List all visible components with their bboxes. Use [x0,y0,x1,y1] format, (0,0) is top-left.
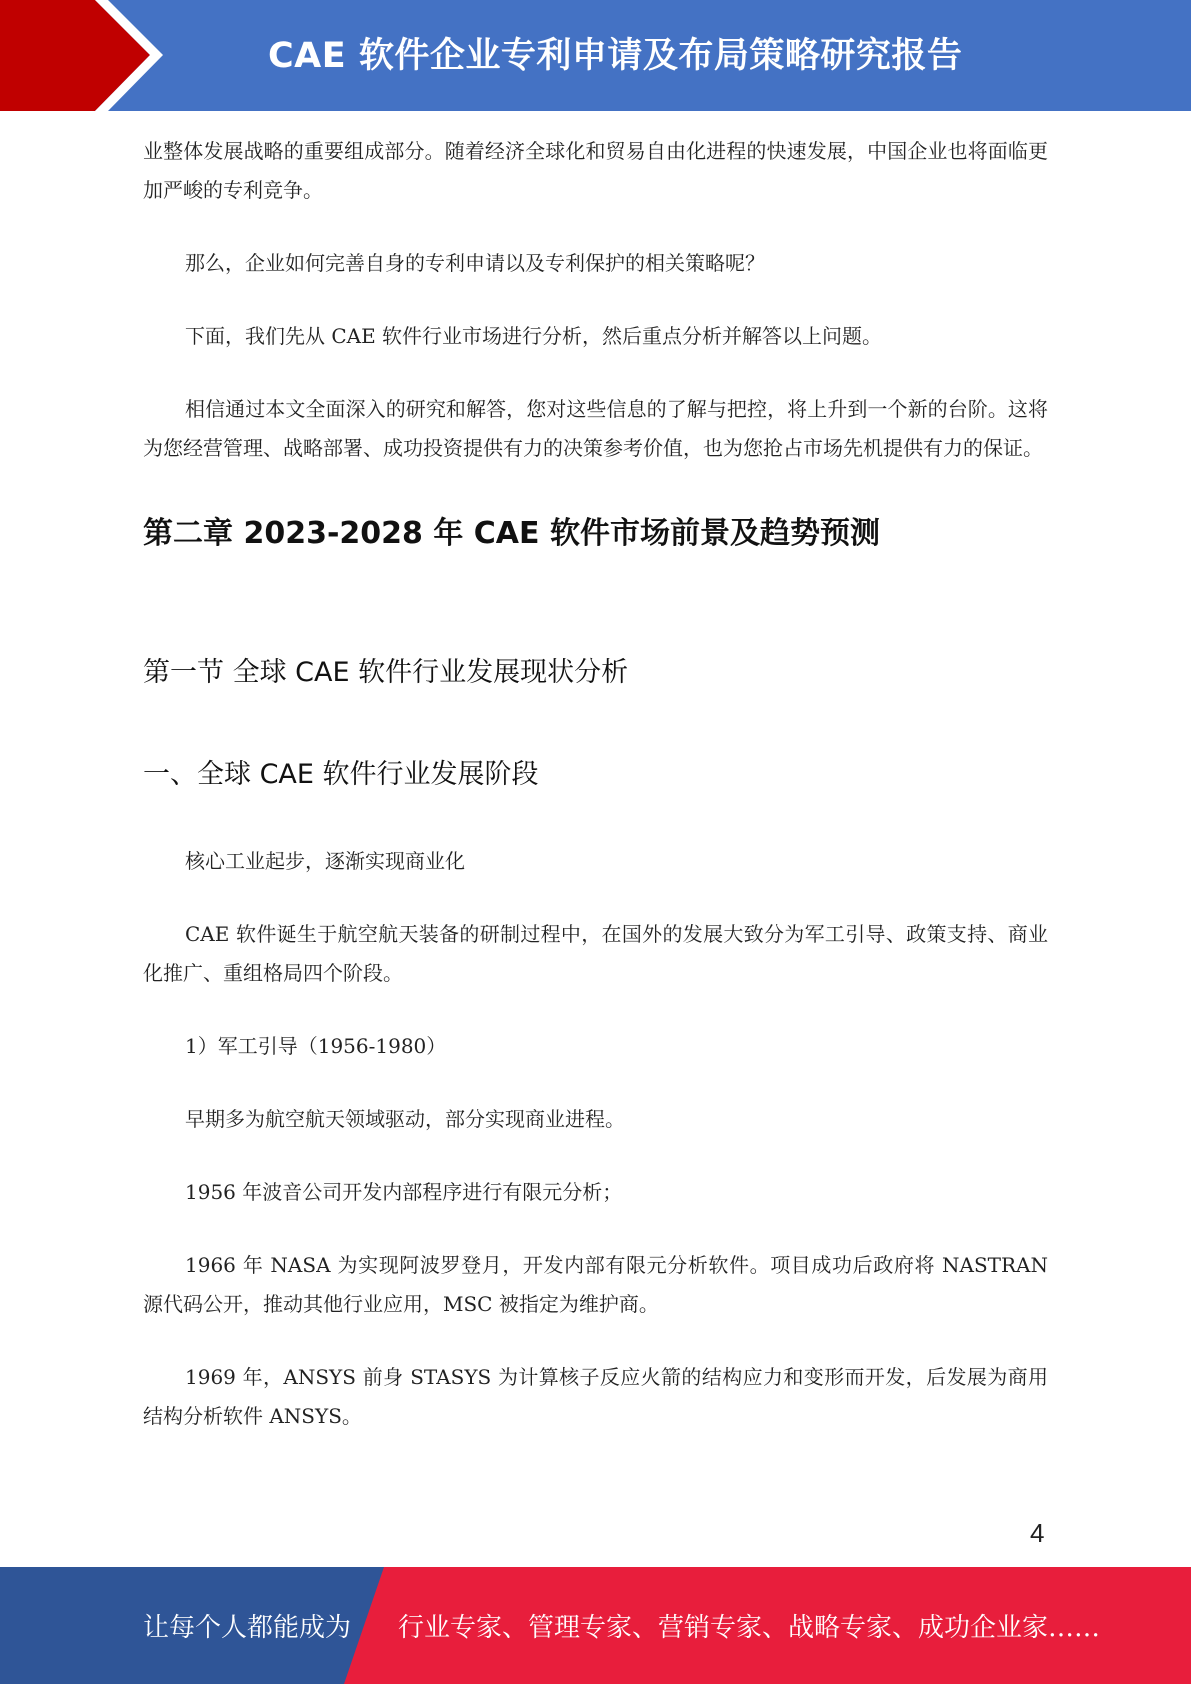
plan-paragraph: 下面，我们先从 CAE 软件行业市场进行分析，然后重点分析并解答以上问题。 [185,324,883,348]
intro-continuation-paragraph: 业整体发展战略的重要组成部分。随着经济全球化和贸易自由化进程的快速发展，中国企业也将面临更加严峻的专利竞争。 [143,139,1048,202]
value-paragraph: 相信通过本文全面深入的研究和解答，您对这些信息的了解与把控，将上升到一个新的台阶。这将为您经营管理、战略部署、成功投资提供有力的决策参考价值，也为您抢占市场先机提供有力的保证。 [143,397,1048,460]
body-paragraph: 1969 年，ANSYS 前身 STASYS 为计算核子反应火箭的结构应力和变形而开发，后发展为商用结构分析软件 ANSYS。 [143,1365,1048,1428]
body-paragraph: CAE 软件诞生于航空航天装备的研制过程中，在国外的发展大致分为军工引导、政策支持、商业化推广、重组格局四个阶段。 [143,922,1048,985]
document-body [143,132,1055,1436]
body-paragraph: 核心工业起步，逐渐实现商业化 [185,849,465,873]
body-paragraph: 1）军工引导（1956-1980） [185,1034,447,1058]
body-paragraph: 早期多为航空航天领域驱动，部分实现商业进程。 [185,1107,625,1131]
page-footer [0,1567,1191,1684]
footer-slogan-right: 行业专家、管理专家、营销专家、战略专家、成功企业家…… [398,1613,1101,1643]
body-paragraph: 1966 年 NASA 为实现阿波罗登月，开发内部有限元分析软件。项目成功后政府将 NASTRAN 源代码公开，推动其他行业应用，MSC 被指定为维护商。 [143,1253,1055,1316]
page-header [0,0,1191,111]
header-title: CAE 软件企业专利申请及布局策略研究报告 [268,36,963,76]
body-paragraph: 1956 年波音公司开发内部程序进行有限元分析； [185,1180,623,1204]
subsection-title: 一、全球 CAE 软件行业发展阶段 [143,759,539,790]
section-title: 第一节 全球 CAE 软件行业发展现状分析 [143,657,629,688]
page-number: 4 [1030,1518,1045,1548]
chapter-title: 第二章 2023-2028 年 CAE 软件市场前景及趋势预测 [143,516,880,551]
footer-slogan-left: 让每个人都能成为 [143,1613,352,1643]
question-paragraph: 那么，企业如何完善自身的专利申请以及专利保护的相关策略呢？ [185,251,765,275]
